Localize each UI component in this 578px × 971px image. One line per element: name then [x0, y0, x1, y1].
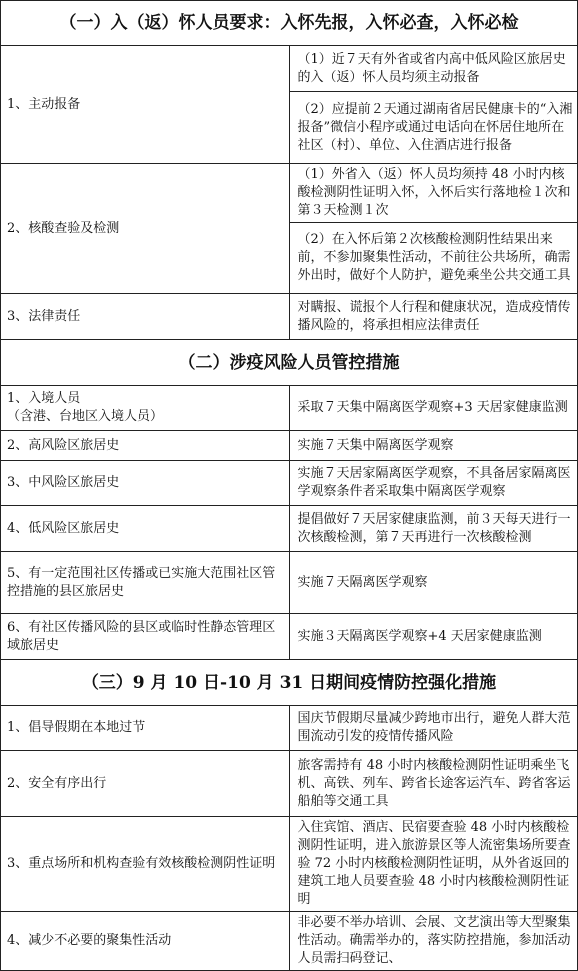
- table-row: [1, 386, 578, 431]
- table-row: [1, 461, 578, 506]
- row-content: 旅客需持有 48 小时内核酸检测阴性证明乘坐飞机、高铁、列车、跨省长途客运汽车、跨省客运船舶等交通工具: [289, 751, 578, 817]
- section-header-row: [1, 340, 578, 386]
- row-label: 3、法律责任: [1, 294, 290, 340]
- table-row: [1, 431, 578, 461]
- row-label: 1、倡导假期在本地过节: [1, 706, 290, 751]
- section-title: （二）涉疫风险人员管控措施: [1, 340, 578, 386]
- table-row: [1, 552, 578, 614]
- row-content: 采取７天集中隔离医学观察+3 天居家健康监测: [289, 386, 578, 431]
- row-content: （1）外省入（返）怀人员均须持 48 小时内核酸检测阴性证明入怀，入怀后实行落地检１次和第３天检测１次: [289, 164, 578, 223]
- table-row: [1, 817, 578, 912]
- row-label: 5、有一定范围社区传播或已实施大范围社区管控措施的县区旅居史: [1, 552, 290, 614]
- row-content: 非必要不举办培训、会展、文艺演出等大型聚集性活动。确需举办的，落实防控措施，参加活动人员需扫码登记、: [289, 912, 578, 971]
- row-label: 3、重点场所和机构查验有效核酸检测阴性证明: [1, 817, 290, 912]
- row-label: 2、高风险区旅居史: [1, 431, 290, 461]
- row-content: （1）近７天有外省或省内高中低风险区旅居史的入（返）怀人员均须主动报备: [289, 46, 578, 92]
- section-title: （三）9 月 10 日-10 月 31 日期间疫情防控强化措施: [1, 660, 578, 706]
- row-content: （2）在入怀后第２次核酸检测阴性结果出来前，不参加聚集性活动，不前往公共场所，确需外出时，做好个人防护，避免乘坐公共交通工具: [289, 223, 578, 294]
- row-label: 2、安全有序出行: [1, 751, 290, 817]
- table-row: [1, 506, 578, 552]
- table-row: [1, 614, 578, 660]
- row-content: 实施７天居家隔离医学观察，不具备居家隔离医学观察条件者采取集中隔离医学观察: [289, 461, 578, 506]
- row-label: 1、入境人员 （含港、台地区入境人员）: [1, 386, 290, 431]
- row-content: 实施３天隔离医学观察+4 天居家健康监测: [289, 614, 578, 660]
- row-label: 1、主动报备: [1, 46, 290, 164]
- row-label: 6、有社区传播风险的县区或临时性静态管理区域旅居史: [1, 614, 290, 660]
- table-row: [1, 46, 578, 92]
- row-content: 实施７天集中隔离医学观察: [289, 431, 578, 461]
- table-row: [1, 912, 578, 971]
- row-label: 2、核酸查验及检测: [1, 164, 290, 294]
- row-content: 国庆节假期尽量减少跨地市出行，避免人群大范围流动引发的疫情传播风险: [289, 706, 578, 751]
- section-header-row: [1, 1, 578, 46]
- row-content: 对瞒报、谎报个人行程和健康状况，造成疫情传播风险的，将承担相应法律责任: [289, 294, 578, 340]
- section-title: （一）入（返）怀人员要求：入怀先报，入怀必查，入怀必检: [1, 1, 578, 46]
- table-row: [1, 751, 578, 817]
- row-label: 3、中风险区旅居史: [1, 461, 290, 506]
- row-content: 入住宾馆、酒店、民宿要查验 48 小时内核酸检测阴性证明，进入旅游景区等人流密集场所要查验 72 小时内核酸检测阴性证明，从外省返回的建筑工地人员要查验 48 小时内核酸检测阴性证明: [289, 817, 578, 912]
- row-label: 4、减少不必要的聚集性活动: [1, 912, 290, 971]
- table-row: [1, 164, 578, 223]
- row-content: 实施７天隔离医学观察: [289, 552, 578, 614]
- section-header-row: [1, 660, 578, 706]
- row-content: （2）应提前２天通过湖南省居民健康卡的“入湘报备”微信小程序或通过电话向在怀居住地所在社区（村）、单位、入住酒店进行报备: [289, 92, 578, 164]
- table-row: [1, 294, 578, 340]
- row-label: 4、低风险区旅居史: [1, 506, 290, 552]
- table-row: [1, 706, 578, 751]
- row-content: 提倡做好７天居家健康监测，前３天每天进行一次核酸检测，第７天再进行一次核酸检测: [289, 506, 578, 552]
